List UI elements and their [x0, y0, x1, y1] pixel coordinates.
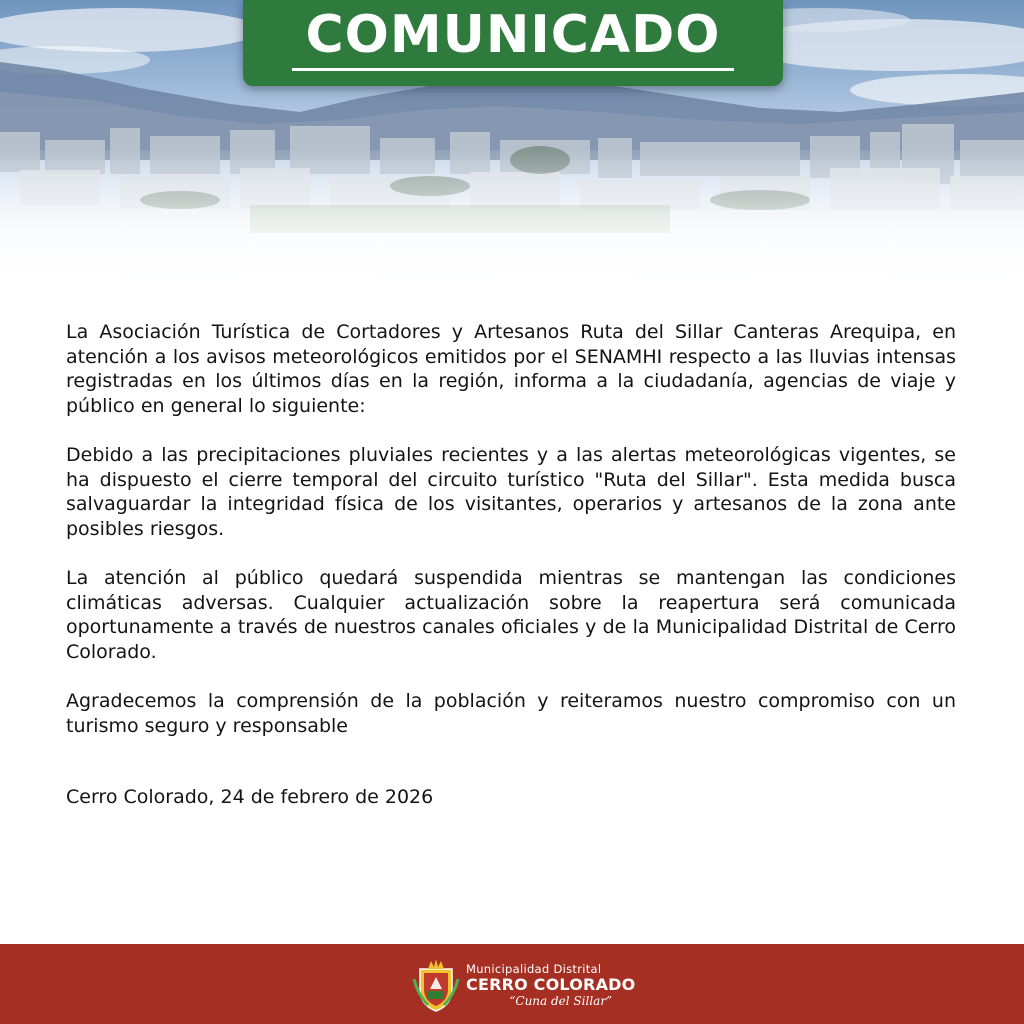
page-title: COMUNICADO — [305, 5, 721, 65]
footer-org-line: Municipalidad Distrital — [466, 961, 602, 976]
paragraph-thanks: Agradecemos la comprensión de la población y reiteramos nuestro compromiso con un turismo seguro y responsable — [66, 690, 956, 737]
title-badge — [243, 0, 783, 86]
paragraph-intro: La Asociación Turística de Cortadores y Artesanos Ruta del Sillar Canteras Arequipa, en atención a los avisos meteorológicos emitidos por el SENAMHI respecto a las lluvias intensas registradas en los últimos días en la región, informa a la ciudadanía, agencias de viaje y público en general lo siguiente: — [66, 321, 956, 417]
signoff-date: Cerro Colorado, 24 de febrero de 2026 — [66, 786, 434, 808]
paragraph-suspension: La atención al público quedará suspendida mientras se mantengan las condiciones climáticas adversas. Cualquier actualización sobre la reapertura será comunicada oportunamente a través de nuestros canales oficiales y de la Municipalidad Distrital de Cerro Colorado. — [66, 567, 956, 663]
municipal-crest-icon — [410, 955, 462, 1015]
title-underline — [292, 68, 734, 71]
header-banner — [0, 0, 1024, 300]
announcement-body — [66, 320, 956, 810]
footer-bar — [0, 944, 1024, 1024]
paragraph-closure: Debido a las precipitaciones pluviales recientes y a las alertas meteorológicas vigentes, se ha dispuesto el cierre temporal del circuito turístico "Ruta del Sillar". Esta medida busca salvaguardar la integridad física de los visitantes, operarios y artesanos de la zona ante posibles riesgos. — [66, 444, 956, 540]
municipality-logo — [410, 954, 635, 1016]
footer-org-name: CERRO COLORADO — [466, 974, 636, 994]
footer-slogan: “Cuna del Sillar” — [509, 993, 613, 1008]
